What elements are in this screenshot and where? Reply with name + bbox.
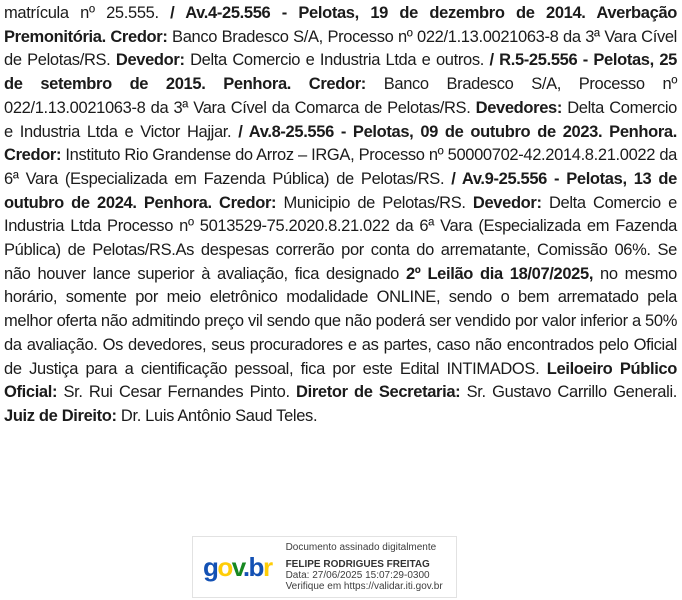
govbr-logo-letter: .	[242, 552, 249, 582]
text-segment-bold: Diretor de Secretaria:	[296, 383, 461, 402]
text-segment: Municipio de Pelotas/RS.	[276, 193, 473, 212]
signature-block	[192, 536, 457, 598]
text-segment: Sr. Gustavo Carrillo Generali.	[460, 383, 678, 402]
govbr-logo-letter: r	[262, 552, 272, 582]
text-segment: Instituto Rio Grandense do Arroz – IRGA, Processo nº 50000702-42.2014.8.21.0022 da 6ª Vara (Especializada em Fazenda Pública) de Pelotas/RS.	[4, 146, 677, 188]
govbr-logo-letter: o	[217, 552, 232, 582]
text-segment-bold: / R.5-25.556 - Pelotas, 25 de setembro de 2015. Penhora. Credor:	[4, 51, 677, 94]
text-segment-bold: Devedor:	[472, 193, 542, 212]
govbr-logo	[201, 554, 276, 580]
text-segment-bold: / Av.9-25.556 - Pelotas, 13 de outubro de 2024. Penhora. Credor:	[4, 169, 677, 212]
text-segment-bold: Juiz de Direito:	[4, 406, 117, 425]
signer-name: FELIPE RODRIGUES FREITAG	[285, 559, 430, 570]
govbr-logo-letter: g	[203, 552, 218, 582]
signature-date: Data: 27/06/2025 15:07:29-0300	[285, 570, 430, 581]
text-segment: Delta Comercio e Industria Ltda e outros.	[184, 51, 490, 70]
text-segment-bold: Devedores:	[475, 98, 563, 117]
text-segment: Banco Bradesco S/A, Processo nº 022/1.13.0021063-8 da 3ª Vara Cível de Pelotas/RS.	[4, 27, 677, 70]
text-segment-bold: Leiloeiro Público Oficial:	[4, 359, 677, 402]
text-segment: no mesmo horário, somente por meio eletrônico modalidade ONLINE, sendo o bem arrematado pela melhor oferta não admitindo preço vil sendo que não poderá ser vendido por valor inferior a 50% da avaliação. Os devedores, seus procuradores e as partes, caso não encontrados pelo Oficial de Justiça para a cientificação pessoal, fica por este Edital INTIMADOS.	[4, 264, 678, 378]
text-segment: Banco Bradesco S/A, Processo nº 022/1.13.0021063-8 da 3ª Vara Cível da Comarca de Pelotas/RS.	[4, 75, 678, 117]
signature-verify-url: Verifique em https://validar.iti.gov.br	[285, 581, 443, 592]
govbr-logo-letter: b	[248, 552, 263, 582]
text-segment-bold: / Av.4-25.556 - Pelotas, 19 de dezembro de 2014. Averbação Premonitória. Credor:	[4, 4, 677, 46]
text-segment: Delta Comercio e Industria Ltda e Victor Hajjar.	[4, 98, 677, 141]
text-segment: Sr. Rui Cesar Fernandes Pinto.	[57, 383, 297, 402]
text-segment-bold: / Av.8-25.556 - Pelotas, 09 de outubro de 2023. Penhora. Credor:	[4, 122, 677, 165]
text-segment-bold: 2º Leilão dia 18/07/2025,	[405, 264, 594, 283]
signature-statement: Documento assinado digitalmente	[285, 542, 437, 553]
text-segment: Dr. Luis Antônio Saud Teles.	[116, 406, 318, 425]
text-segment: matrícula nº 25.555.	[4, 4, 171, 22]
signature-text	[286, 542, 443, 592]
text-segment-bold: Devedor:	[115, 51, 185, 70]
govbr-logo-letter: v	[231, 552, 243, 582]
text-segment: Delta Comercio e Industria Ltda Processo nº 5013529-75.2020.8.21.022 da 6ª Vara (Especializada em Fazenda Pública) de Pelotas/RS.As despesas correrão por conta do arrematante, Comissão 06%. Se não houver lance superior à avaliação, fica designado	[4, 193, 677, 283]
